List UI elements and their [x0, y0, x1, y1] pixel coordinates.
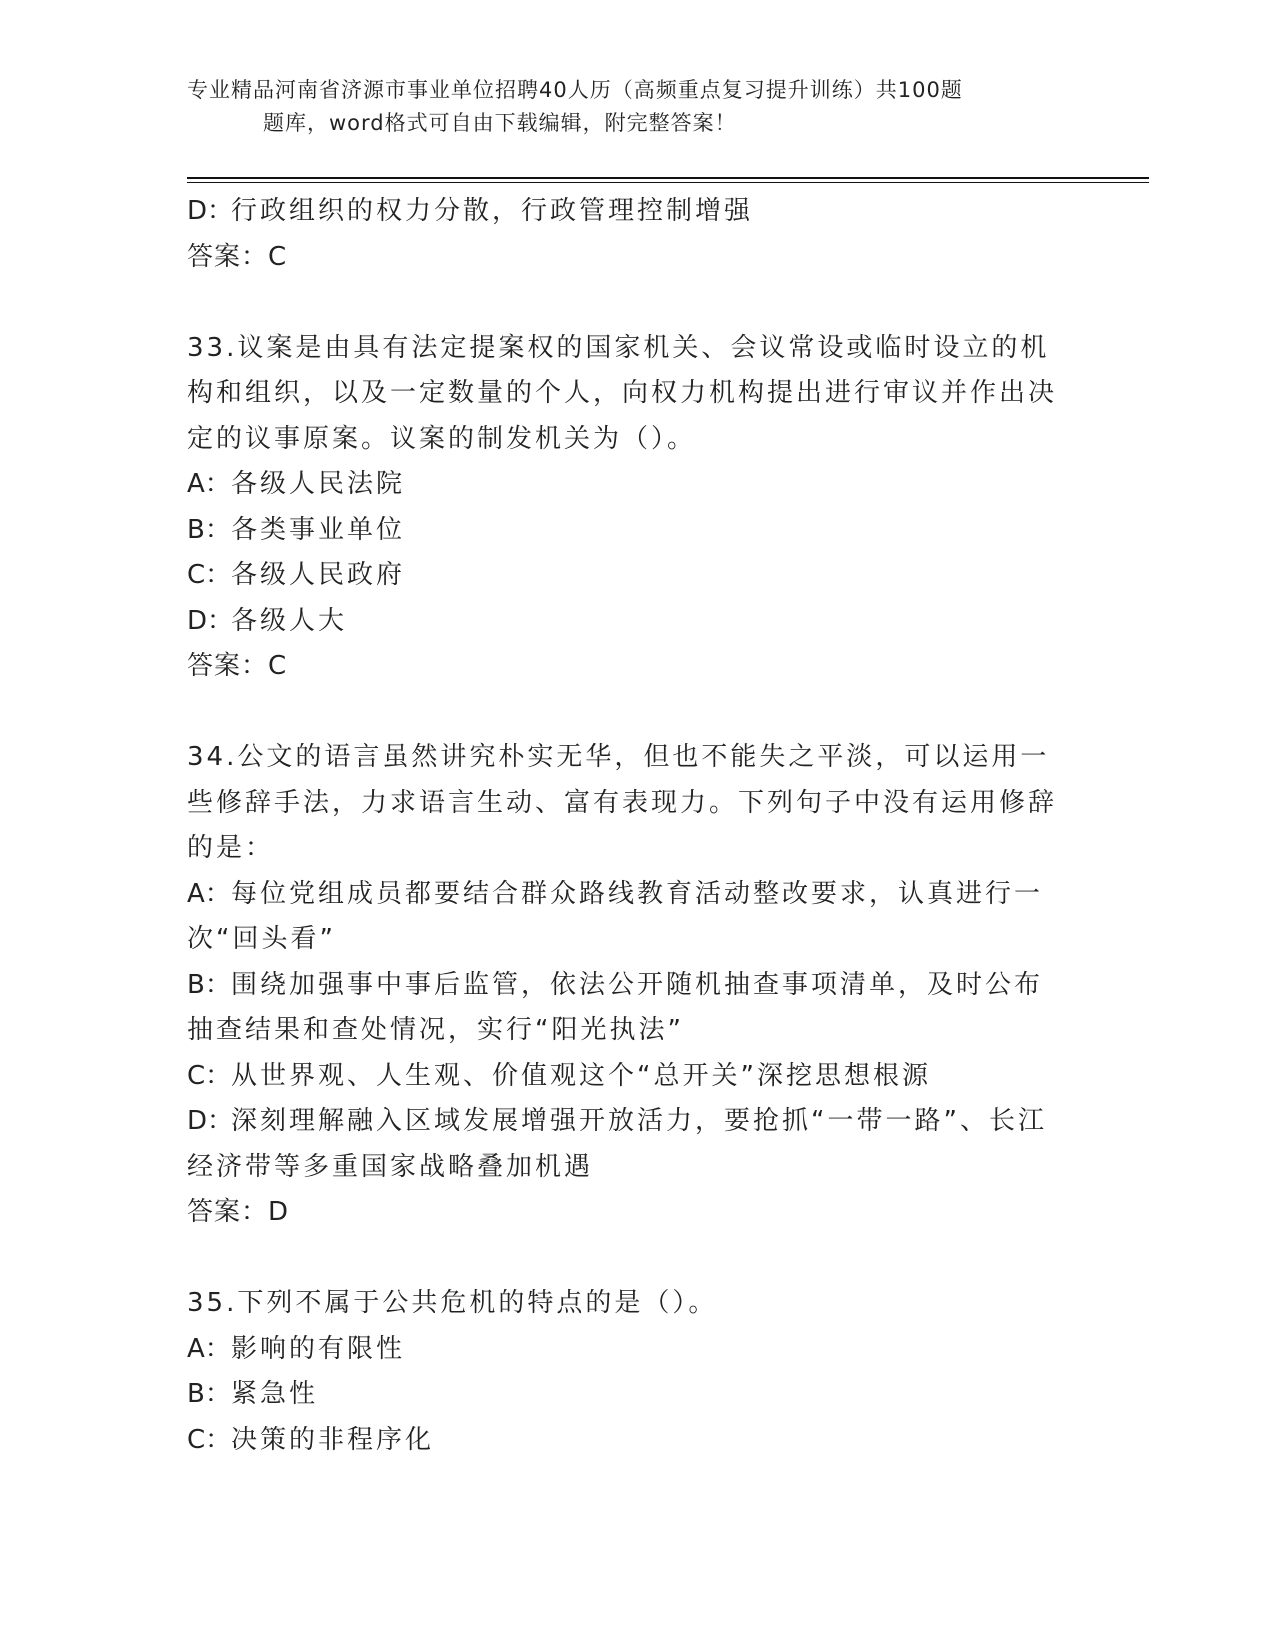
- option-c: [187, 553, 1067, 599]
- option-a: [187, 462, 1067, 508]
- option-text: 每位党组成员都要结合群众路线教育活动整改要求，认真进行一次“回头看”: [187, 878, 1044, 954]
- header-title-line1: 专业精品河南省济源市事业单位招聘40人历（高频重点复习提升训练）共100题: [187, 78, 963, 102]
- option-text: 各级人民政府: [231, 560, 406, 590]
- option-d: [187, 189, 1067, 235]
- question-stem: 33.议案是由具有法定提案权的国家机关、会议常设或临时设立的机构和组织，以及一定数量的个人，向权力机构提出进行审议并作出决定的议事原案。议案的制发机关为（）。: [187, 332, 1058, 454]
- option-text: 各级人民法院: [231, 469, 406, 499]
- answer-value: C: [268, 241, 287, 272]
- option-text: 决策的非程序化: [231, 1424, 435, 1455]
- option-letter: A：: [187, 1333, 231, 1364]
- option-letter: B：: [187, 1379, 231, 1409]
- document-header: [187, 74, 1067, 140]
- answer-label: 答案：: [187, 651, 269, 681]
- option-c: [187, 1418, 1067, 1464]
- option-letter: A：: [187, 878, 231, 909]
- answer-value: D: [268, 1197, 289, 1227]
- option-letter: C：: [187, 560, 232, 590]
- option-b: [187, 508, 1067, 554]
- question-stem: 35.下列不属于公共危机的特点的是（）。: [187, 1288, 718, 1318]
- option-text: 各级人大: [231, 605, 348, 636]
- option-text: 紧急性: [231, 1379, 319, 1409]
- option-a: [187, 1327, 1067, 1373]
- option-a: [187, 872, 1067, 963]
- answer-line: [187, 235, 1067, 281]
- option-letter: A：: [187, 469, 231, 499]
- option-c: [187, 1054, 1067, 1100]
- option-b: [187, 963, 1067, 1054]
- question-stem: 34.公文的语言虽然讲究朴实无华，但也不能失之平淡，可以运用一些修辞手法，力求语言生动、富有表现力。下列句子中没有运用修辞的是：: [187, 742, 1058, 863]
- option-b: [187, 1372, 1067, 1418]
- spacer: [187, 1236, 1067, 1282]
- option-letter: B：: [187, 514, 231, 545]
- option-letter: C：: [187, 1424, 232, 1455]
- answer-line: [187, 644, 1067, 690]
- option-text: 影响的有限性: [231, 1333, 406, 1364]
- option-letter: D：: [187, 605, 234, 636]
- question-34: [187, 735, 1067, 1236]
- header-title-line2: 题库，word格式可自由下载编辑，附完整答案！: [263, 111, 737, 135]
- option-text: 深刻理解融入区域发展增强开放活力，要抢抓“一带一路”、长江经济带等多重国家战略叠加机遇: [187, 1106, 1047, 1182]
- question-content: [187, 189, 1067, 1463]
- option-text: 各类事业单位: [231, 514, 406, 545]
- option-text: 围绕加强事中事后监管，依法公开随机抽查事项清单，及时公布抽查结果和查处情况，实行“阳光执法”: [187, 969, 1044, 1045]
- option-d: [187, 1099, 1067, 1190]
- question-32-tail: [187, 189, 1067, 280]
- option-d: [187, 599, 1067, 645]
- spacer: [187, 690, 1067, 736]
- answer-label: 答案：: [187, 241, 269, 272]
- option-letter: C：: [187, 1060, 232, 1091]
- spacer: [187, 280, 1067, 326]
- answer-label: 答案：: [187, 1197, 269, 1227]
- option-letter: D：: [187, 1106, 234, 1136]
- option-text: 从世界观、人生观、价值观这个“总开关”深挖思想根源: [231, 1060, 931, 1091]
- option-letter: B：: [187, 969, 231, 1000]
- option-text: 行政组织的权力分散，行政管理控制增强: [231, 196, 754, 226]
- question-33: [187, 326, 1067, 690]
- question-35: [187, 1281, 1067, 1463]
- header-divider-thin: [187, 182, 1149, 183]
- header-divider-thick: [187, 177, 1149, 179]
- option-letter: D：: [187, 196, 234, 226]
- answer-line: [187, 1190, 1067, 1236]
- answer-value: C: [268, 651, 287, 681]
